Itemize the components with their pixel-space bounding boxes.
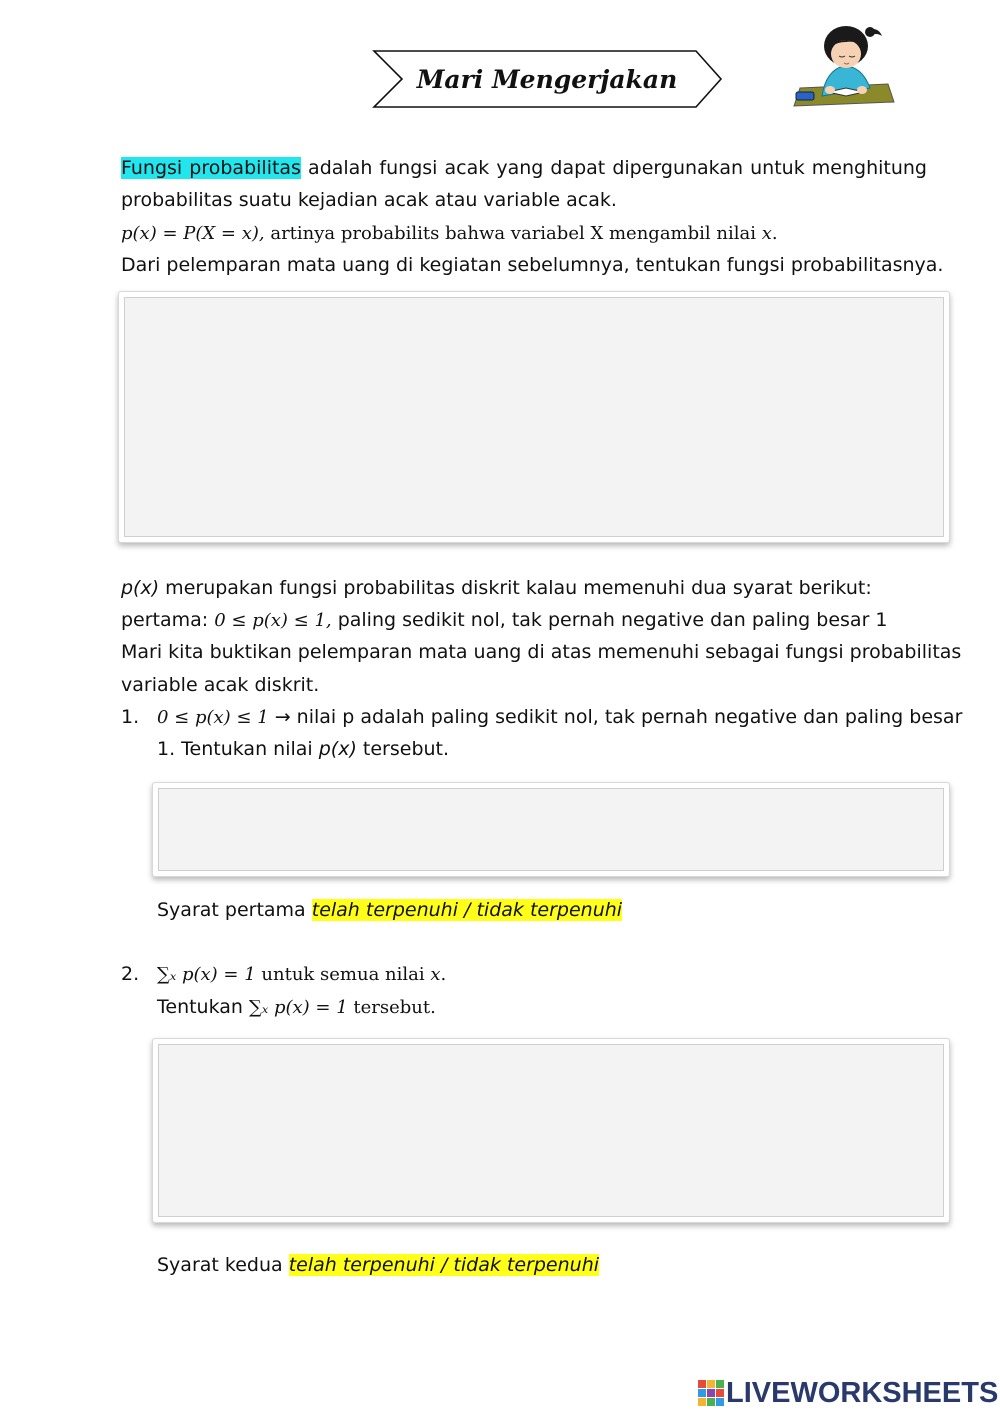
item2-line2-math: ∑ₓ p(x) = 1	[249, 997, 348, 1018]
item2-status	[157, 1249, 599, 1281]
footer-logo	[698, 1376, 998, 1410]
formula-end: .	[771, 223, 778, 244]
first-rest: paling sedikit nol, tak pernah negative dan paling besar 1	[331, 609, 888, 631]
item2-math-end: .	[440, 964, 447, 985]
item1-px: p(x)	[318, 738, 357, 760]
intro-line-1-text: adalah fungsi acak yang dapat dipergunakan untuk menghitung	[308, 157, 927, 179]
item1-status	[157, 894, 622, 926]
item1-line-1	[157, 701, 962, 734]
item1-status-label: Syarat pertama	[157, 899, 312, 921]
item1-line2-pre: 1. Tentukan nilai	[157, 738, 319, 760]
prove-line-1: Mari kita buktikan pelemparan mata uang di atas memenuhi sebagai fungsi probabilitas	[121, 641, 962, 663]
item1-arrow-text: → nilai p adalah paling sedikit nol, tak pernah negative dan paling besar	[268, 706, 963, 728]
item2-math: ∑ₓ p(x) = 1	[157, 964, 256, 985]
intro-line-2: probabilitas suatu kejadian acak atau variable acak.	[121, 189, 617, 211]
formula-text: artinya probabilits bahwa variabel X mengambil nilai	[264, 223, 762, 244]
item2-status-options[interactable]: telah terpenuhi / tidak terpenuhi	[288, 1254, 600, 1276]
answer-box-item2[interactable]	[152, 1038, 950, 1223]
conditions-intro-text: merupakan fungsi probabilitas diskrit kalau memenuhi dua syarat berikut:	[159, 577, 872, 599]
page-title: Mari Mengerjakan	[416, 64, 678, 94]
item1-math: 0 ≤ p(x) ≤ 1	[157, 707, 269, 728]
answer-box-probability-function[interactable]	[118, 291, 950, 543]
first-label: pertama:	[121, 609, 215, 631]
item2-line-1	[157, 958, 446, 991]
item2-number: 2.	[121, 963, 140, 985]
formula-lhs: p(x) = P(X = x),	[121, 223, 265, 244]
highlighted-term: Fungsi probabilitas	[121, 157, 301, 179]
item2-line2-post: tersebut.	[347, 997, 436, 1018]
item1-line2-post: tersebut.	[356, 738, 450, 760]
answer-box-item1[interactable]	[152, 782, 950, 877]
item2-status-label: Syarat kedua	[157, 1254, 289, 1276]
item2-line-2	[157, 991, 436, 1024]
title-banner	[372, 50, 724, 108]
liveworksheets-logo-icon	[698, 1380, 724, 1406]
px-label: p(x)	[121, 577, 160, 599]
item1-status-options[interactable]: telah terpenuhi / tidak terpenuhi	[311, 899, 623, 921]
item2-math-rest: untuk semua nilai	[255, 964, 431, 985]
footer-brand: LIVEWORKSHEETS	[726, 1376, 999, 1409]
prove-line-2: variable acak diskrit.	[121, 674, 320, 696]
instruction-text: Dari pelemparan mata uang di kegiatan sebelumnya, tentukan fungsi probabilitasnya.	[121, 254, 944, 276]
conditions-intro	[121, 572, 872, 604]
item2-math-var: x	[430, 964, 441, 985]
formula-line	[121, 217, 778, 250]
first-math: 0 ≤ p(x) ≤ 1,	[214, 610, 332, 631]
first-condition	[121, 604, 888, 637]
item1-number: 1.	[121, 706, 140, 728]
item2-line2-pre: Tentukan	[157, 996, 249, 1018]
formula-var: x	[761, 223, 772, 244]
intro-line-1	[121, 152, 927, 184]
girl-studying-icon	[786, 18, 898, 110]
item1-line-2	[157, 733, 449, 765]
